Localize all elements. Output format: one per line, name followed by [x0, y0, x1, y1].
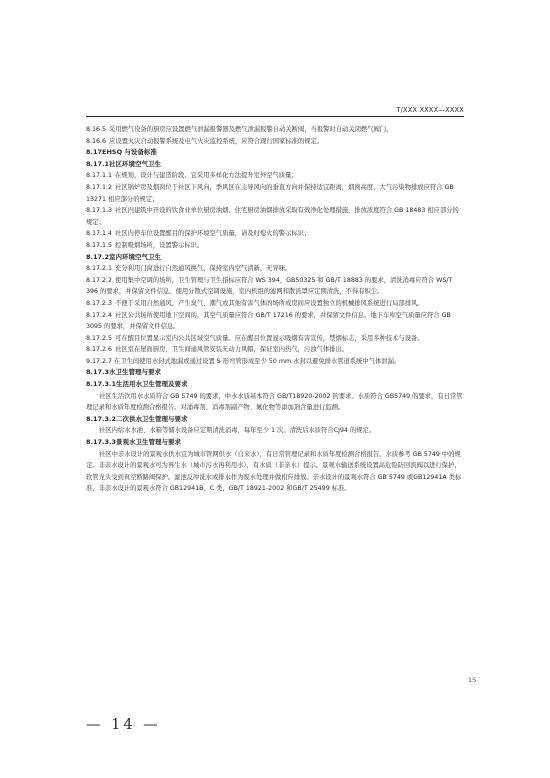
paragraph	[86, 275, 464, 298]
clause-text: 社区生活饮用水水质符合 GB 5749 的要求，中水水质基本符合 GB/T18920-2002 的要求。水质符合 GB5749 的要求，有日常管理记录和水质年度检测合格报告。对涌毒剂、消毒剂副产物、氟化物等添加剂含量进行监测。	[86, 392, 463, 412]
section-heading	[86, 252, 464, 264]
clause-text: 景观水卫生管理与要求	[116, 438, 182, 447]
clause-number: 8.17.3.1	[86, 380, 117, 389]
clause-number: 8.17.1.3	[86, 207, 113, 215]
clause-text: 可在醒目位置显示室内公共区域空气质量。应在醒目位置显示吸烟有害宣传，禁烟标志，采用多种技术与设备。	[115, 334, 424, 342]
clause-number: 8.17	[86, 148, 103, 157]
clause-text: 采用燃气设备的厨房应设置燃气泄漏报警器及燃气泄漏报警自动关断阀，当报警时自动关闭燃气阀门。	[109, 126, 393, 133]
paragraph	[86, 298, 464, 310]
clause-text: 充分利用门窗进行自然通风换气，保持室内空气清新，无异味。	[115, 265, 292, 273]
paragraph	[86, 228, 464, 240]
section-heading	[86, 437, 464, 449]
clause-number: 8.17.1.1	[86, 172, 113, 180]
clause-text: 社区锅炉房及烟囱位于社区下风向，季风区在主导风向的垂直方向并保持适宜距离，烟囱高度，大气污染物排放应符合 GB 13271 相应部分的规定；	[86, 183, 454, 203]
section-heading	[86, 414, 464, 426]
clause-text: 社区公共场所使用地下空间的，其空气质量应符合 GB/T 17216 的要求，并保留文件信息。地下车库空气质量应符合 GB 3095 的要求，并保留文件信息。	[86, 311, 451, 331]
paragraph	[86, 333, 464, 345]
clause-text: 控制吸烟场所，设置警示标识。	[115, 241, 204, 249]
clause-number: 8.17.2.6	[86, 346, 113, 354]
paragraph	[86, 310, 464, 333]
clause-number: 8.17.2.3	[86, 299, 113, 307]
clause-text: 不便于采用自然通风，产生臭气，潮气或其他有害气体的场所或房间应设置独立的机械排风系统进行局部排风。	[115, 299, 424, 307]
section-heading	[86, 379, 464, 391]
clause-text: 社区环境空气卫生	[109, 159, 162, 168]
paragraph	[86, 425, 464, 437]
clause-number: 8.17.2.4	[86, 311, 113, 319]
page-number-small: 15	[468, 676, 477, 684]
clause-number: 8.17.3.2	[86, 414, 117, 423]
clause-text: 室内环境空气卫生	[109, 252, 162, 261]
paragraph	[86, 136, 464, 148]
doc-code: T/XXX XXXX—XXXX	[396, 106, 464, 114]
clause-text: 9.17.2.7 在卫生间使用水封式地漏或通过设置 S 形弯管形成至少 50 mm 水封以避免排水管道系统中气体泄漏。	[86, 357, 401, 365]
header-rule	[86, 116, 464, 117]
paragraph	[86, 449, 464, 495]
clause-text: 二次供水卫生管理与要求	[116, 414, 188, 423]
paragraph	[86, 170, 464, 182]
section-heading	[86, 147, 464, 159]
clause-number: 8.17.1	[86, 159, 110, 168]
clause-text: 社区内建筑中开设的饮食业单位厨房油烟、住宅厨房油烟排放采取有效净化处理措施，排放浓度符合 GB 18483 相应部分的规定；	[86, 207, 459, 226]
clause-number: 8.16.6	[86, 137, 107, 145]
clause-number: 8.17.2.1	[86, 265, 113, 273]
paragraph	[86, 124, 464, 136]
paragraph	[86, 344, 464, 356]
clause-text: 使用集中空调的场所，卫生管理与卫生指标应符合 WS 394，GB50325 和 GB/T 18883 的要求，清洗消毒应符合 WS/T 396 的要求，并保留文件信息。使用分散式空调设施，室内机组的滤网和散流罩应定期清洗，不得有积尘。	[86, 276, 453, 296]
paragraph	[86, 356, 464, 368]
clause-number: 8.17.1.2	[86, 183, 113, 191]
footer-page-number: — 14 —	[86, 717, 161, 733]
paragraph	[86, 263, 464, 275]
paragraph	[86, 182, 464, 205]
clause-text: 社区中亲水设计的景观水供水宜为城市管网供水（自来水），有日常管理记录和水质年度检测合格报告。水质参考 GB 5749 中的规定。非亲水设计的景观水可为再生水（城市污水再利用水），有水质（非亲水）提示。景观水输送系统设置高危险防回流阀以进行保护，软管龙头受到真空断路阀保护。滤池反冲洗水或排水作为废水处理并做相应排放。亲水设计的景观水符合 GB 5749 或GB12941A 类标准，非亲水设计的景观水符合 GB12941B、C 类，GB/T 18921-2002 和GB/T 25499 标准。	[86, 450, 462, 493]
clause-number: 8.17.1.4	[86, 230, 113, 238]
clause-text: 在规划，设计与建造阶段，宜采用多样化方法提升室外空气质量；	[115, 172, 298, 180]
clause-text: 水卫生管理与要求	[109, 368, 162, 377]
clause-number: 8.17.2	[86, 252, 110, 261]
clause-number: 8.17.3	[86, 368, 110, 377]
clause-text: 社区内给水水池、水箱等储水设备应定期清洗消毒，每年至少 1 次。清洗后水质符合CJ94 的规定。	[99, 427, 376, 435]
section-heading	[86, 159, 464, 171]
clause-text: EHSQ 与设备标准	[102, 148, 157, 157]
clause-text: 生活用水卫生管理及要求	[116, 380, 188, 389]
paragraph	[86, 205, 464, 228]
paragraph	[86, 391, 464, 414]
section-heading	[86, 367, 464, 379]
document-body	[86, 124, 464, 495]
clause-number: 8.17.3.3	[86, 438, 117, 447]
clause-text: 社区室在屋面厨房，卫生间通风管安装无动力风帽，保证室内热气，污浊气体排出。	[115, 346, 349, 354]
clause-number: 8.17.2.2	[86, 276, 113, 284]
paragraph	[86, 240, 464, 252]
clause-text: 社区内停车位设置醒目的保护环境空气质量，请及时熄火的警示标识；	[115, 230, 311, 238]
clause-number: 8.16.5	[86, 126, 107, 133]
clause-number: 8.17.1.5	[86, 241, 113, 249]
clause-text: 应设置火灾自动报警系统及电气火灾监控系统，应符合现行国家标准的规定。	[109, 137, 324, 145]
clause-number: 8.17.2.5	[86, 334, 113, 342]
